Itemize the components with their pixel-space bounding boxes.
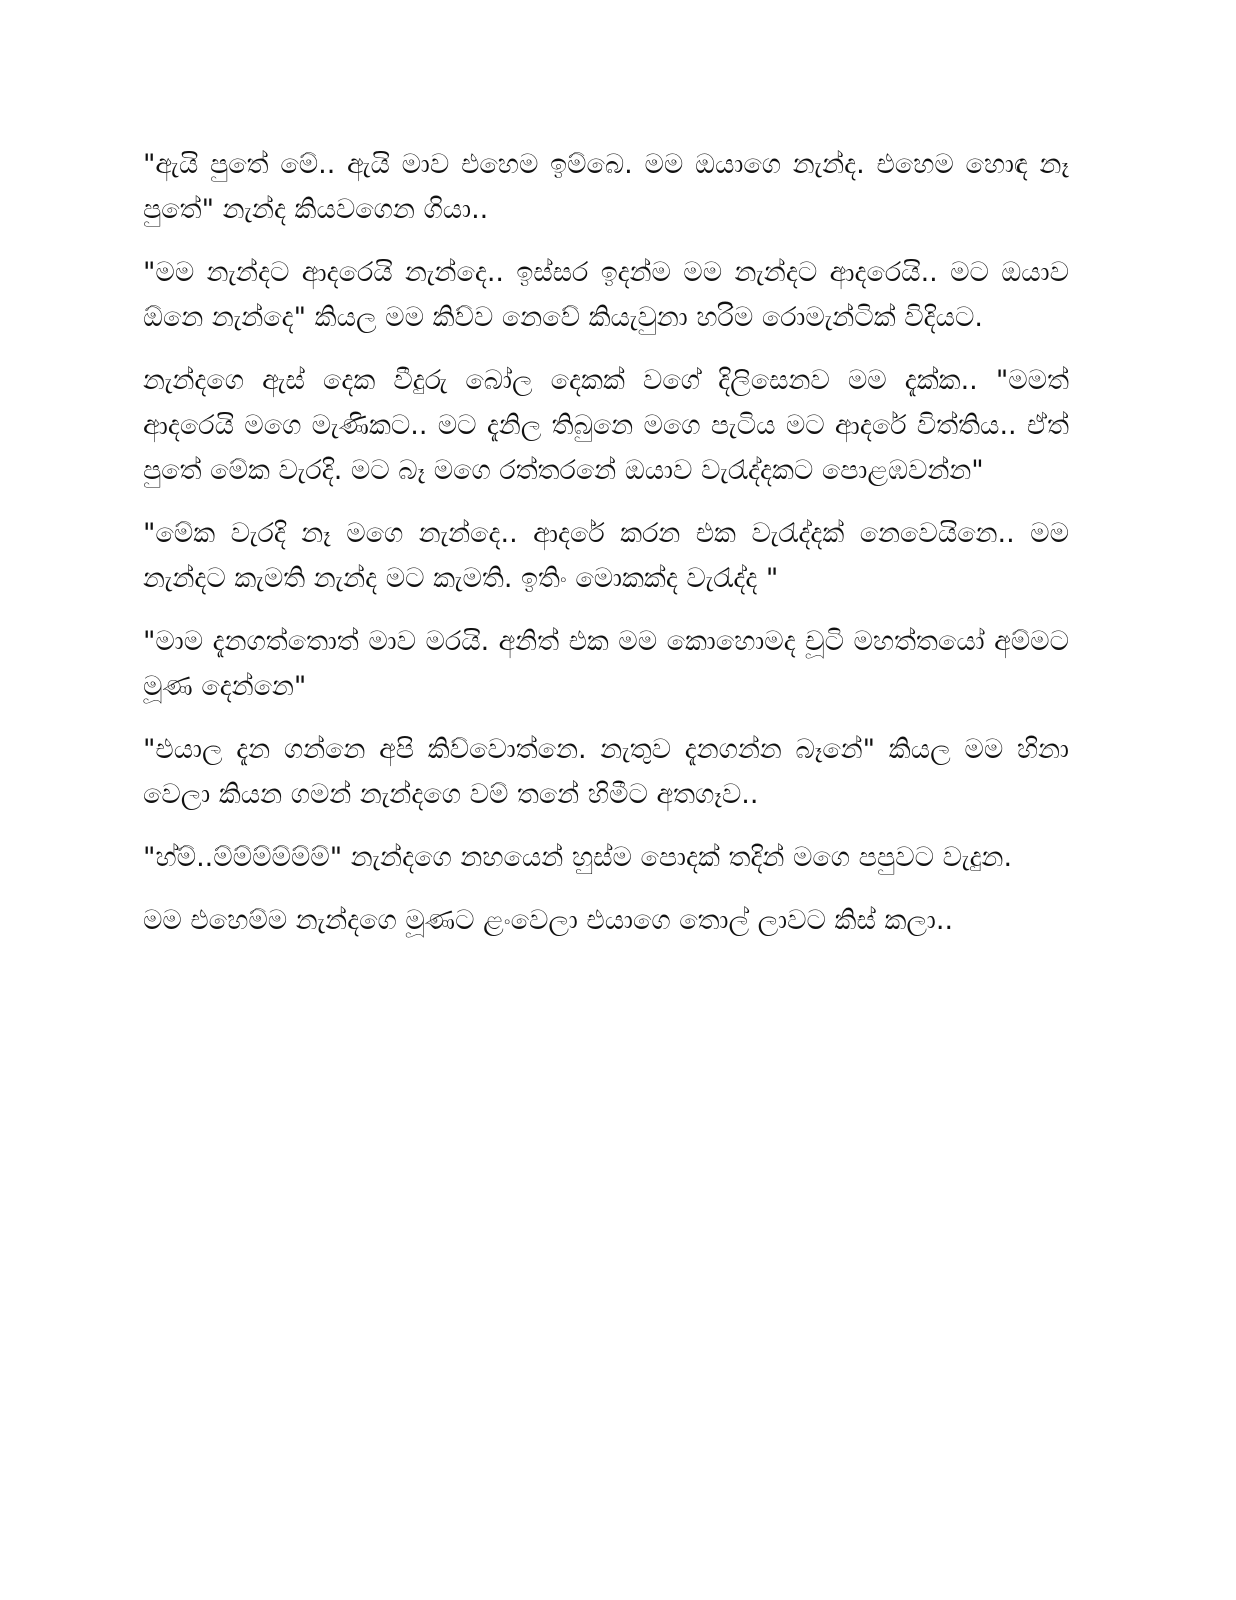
paragraph-8: මම එහෙම්ම නැන්දගෙ මූණට ළංවෙලා එයාගෙ තොල් ලාවට කිස් කලා.. [143,905,954,936]
paragraph-5: "මාම දැනගත්තොත් මාව මරයි. අනිත් එක මම කොහොමද චූටි මහත්තයෝ අම්මට මූණ දෙන්නෙ" [143,626,1069,702]
paragraph-1: "ඇයි පුතේ මේ.. ඇයි මාව එහෙම ඉම්බෙ. මම ඔයාගෙ නැන්ද. එහෙම හොඳ නෑ පුතේ" නැන්ද කියවගෙන ගියා.. [143,149,1069,225]
paragraph-7: "හ්ම්..ම්ම්ම්ම්ම්ම්" නැන්දගෙ නහයෙන් හුස්ම පොදක් තදින් මගෙ පපුවට වැදුන. [143,842,1013,873]
document-body [143,142,1069,961]
paragraph-2: "මම නැන්දට ආදරෙයි නැන්දෙ.. ඉස්සර ඉදන්ම මම නැන්දට ආදරෙයි.. මට ඔයාව ඕනෙ නැන්දෙ" කියල මම කිව්ව නෙවේ කියැවුනා හරිම රොමැන්ටික් විදියට. [143,257,1069,333]
paragraph-3: නැන්දගෙ ඇස් දෙක වීදුරු බෝල දෙකක් වගේ දිලිසෙනව මම දැක්ක.. "මමත් ආදරෙයි මගෙ මැණිකට.. මට දැනිල තිබුනෙ මගෙ පැටිය මට ආදරේ විත්තිය.. ඒත් පුතේ මේක වැරදි. මට බෑ මගෙ රත්තරනේ ඔයාව වැරැද්දකට පොළඹවන්න" [143,365,1069,486]
paragraph-4: "මේක වැරදි නෑ මගෙ නැන්දෙ.. ආදරේ කරන එක වැරැද්දක් නෙවෙයිනෙ.. මම නැන්දට කැමති නැන්ද මට කැමති. ඉතිං මොකක්ද වැරැද්ද " [143,518,1069,594]
paragraph-6: "එයාල දැන ගන්නෙ අපි කිව්වොත්නෙ. නැතුව දැනගන්න බෑනේ" කියල මම හිනා වෙලා කියන ගමන් නැන්දගෙ වම් තනේ හිමීට අතගෑව.. [143,734,1069,810]
